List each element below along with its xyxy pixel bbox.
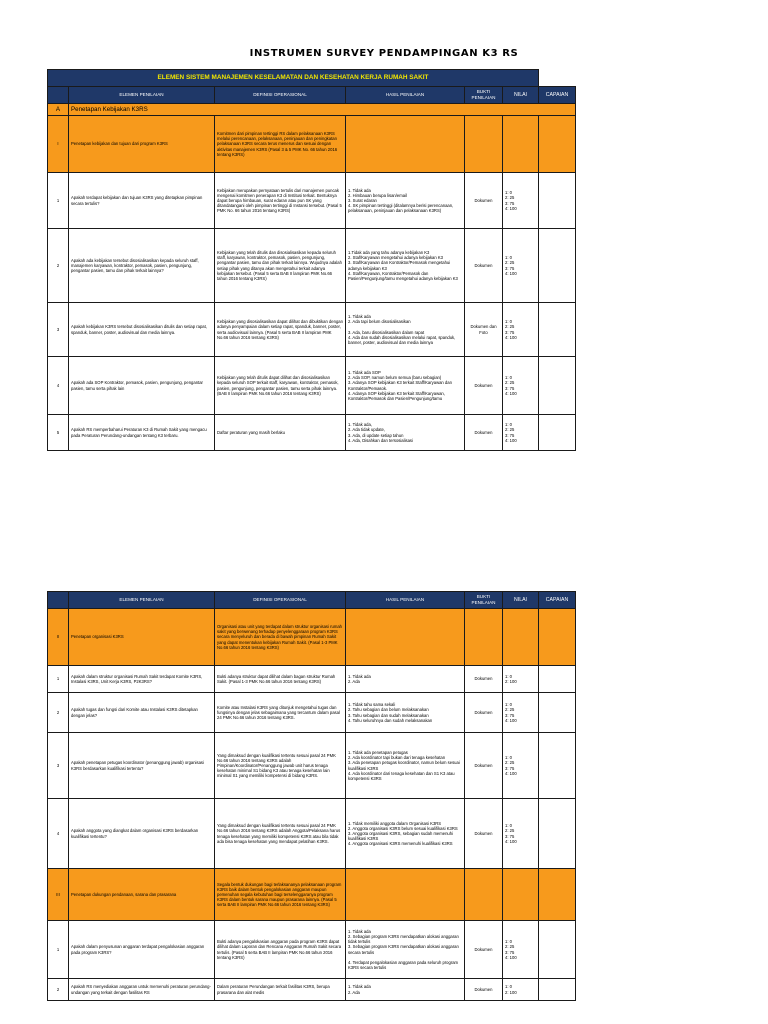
capaian-cell (539, 869, 576, 921)
definisi-cell: Segala bentuk dukungan bagi terlaksananya pelaksanaan program K3RS baik dalam bentuk pengalokasian anggaran maupun pemenuhan segala kebutuhan bagi terselenggaranya program K3RS dalam bentuk sarana maupun prasarana lainnya. (Pasal 5 serta BAB II lampiran PMK No.66 tahun 2016 tentang K3RS) (215, 869, 346, 921)
hasil-cell: 1. Tidak ada, 2. Ada tidak update, 3. Ada, di update setiap tahun 4. Ada, Disahkan dan tersosialisasi (346, 415, 465, 451)
bukti-cell: Dokumen (465, 415, 503, 451)
bukti-cell (465, 609, 503, 666)
bukti-cell: Dokumen (465, 921, 503, 979)
definisi-cell: Organisasi atau unit yang terdapat dalam struktur organisasi rumah sakit yang berwenang terhadap penyelenggaraan program K3RS secara menyeluruh dan berada di bawah pimpinan Rumah Sakit yang dapat menentukan kebijakan Rumah Sakit. (Pasal 1-3 PMK No.66 tahun 2016 tentang K3RS) (215, 609, 346, 666)
row-number: 1 (48, 921, 69, 979)
elemen-cell: Apakah tugas dan fungsi dari Komite atau Instalasi K3RS ditetapkan dengan jelas? (69, 693, 215, 733)
row-number: III (48, 869, 69, 921)
elemen-cell: Apakah ada SOP Kontraktor, pemasok, pasien, pengunjung, pengantar pasien, tamu serta pihak lain (69, 357, 215, 415)
nilai-cell (503, 869, 539, 921)
header-hasil: HASIL PENILAIAN (346, 87, 465, 104)
table-row (48, 693, 576, 733)
banner-blank (539, 70, 576, 87)
table-row (48, 415, 576, 451)
definisi-cell: Dalam peraturan Perundangan terkait fasilitas K3RS, berupa prasarana dan alat medis (215, 979, 346, 1001)
hasil-cell: 1. Tidak ada SOP 2. Ada SOP, namun belum semua (baru sebagian) 3. Adanya SOP kebijakan K3 terkait Staff/Karyawan dan Kontraktor/Pemasok. 4. Adanya SOP kebijakan K3 terkait Staff/Karyawan, Kontraktor/Pemasok dan Pasien/Pengunjung/tamu (346, 357, 465, 415)
header-bukti: BUKTI PENILAIAN (465, 592, 503, 609)
row-number: 2 (48, 979, 69, 1001)
header-nilai: NILAI (503, 87, 539, 104)
elemen-cell: Apakah terdapat kebijakan dan tujuan K3RS yang ditetapkan pimpinan secara tertulis? (69, 173, 215, 229)
bukti-cell (465, 869, 503, 921)
capaian-cell (539, 666, 576, 693)
capaian-cell (539, 693, 576, 733)
section-row (48, 116, 576, 173)
table-row (48, 733, 576, 799)
hasil-cell: 1. Tidak ada 2. Ada (346, 666, 465, 693)
nilai-cell (503, 609, 539, 666)
nilai-cell: 1: 0 2: 25 3: 75 4: 100 (503, 173, 539, 229)
header-capaian: CAPAIAN (539, 87, 576, 104)
assessment-table-1 (47, 69, 576, 451)
table-row (48, 921, 576, 979)
row-number: 3 (48, 303, 69, 357)
capaian-cell (539, 921, 576, 979)
elemen-cell: Penetapan organisasi K3RS (69, 609, 215, 666)
elemen-cell: Apakah ada kebijakan tersebut disosialisasikan kepada seluruh staff, manajemen karyawan, kontraktor, pemasok, pasien, pengunjung, pengantar pasien, tamu dan pihak terkait lainnya? (69, 229, 215, 303)
header-bukti: BUKTI PENILAIAN (465, 87, 503, 104)
nilai-cell: 1: 0 2: 25 3: 75 4: 100 (503, 415, 539, 451)
table-row (48, 666, 576, 693)
elemen-cell: Apakah anggota yang diangkat dalam organisasi K3RS berdasarkan kualifikasi tertentu? (69, 799, 215, 869)
section-a-number: A (48, 104, 69, 116)
definisi-cell: Kebijakan merupakan pernyataan tertulis dari manajemen puncak mengenai komitmen penerapan K3 di Institusi terkait. Bentuknya dapat berupa himbauan, surat edaran atau pun SK yang ditandatangani oleh pimpinan tertinggi di Instansi tersebut. (Pasal 5 PMK No. 66 tahun 2016 tentang K3RS) (215, 173, 346, 229)
elemen-cell: Penetapan kebijakan dan tujuan dari program K3RS (69, 116, 215, 173)
nilai-cell: 1: 0 2: 25 3: 75 4: 100 (503, 921, 539, 979)
banner-title: ELEMEN SISTEM MANAJEMEN KESELAMATAN DAN KESEHATAN KERJA RUMAH SAKIT (48, 70, 539, 87)
definisi-cell: Kebijakan yang telah ditulis dapat dilihat dan disosialisasikan kepada seluruh SOP terkait staff, karyawan, kontraktor, pemasok, pasien, pengunjung, pengantar pasien, tamu serta pihak lainnya. (BAB II lampiran PMK No.66 tahun 2016 tentang K3RS) (215, 357, 346, 415)
bukti-cell: Dokumen (465, 666, 503, 693)
hasil-cell: 1. Tidak ada 2. Ada (346, 979, 465, 1001)
elemen-cell: Apakah dalam penyusunan anggaran terdapat pengalokasian anggaran pada program K3RS? (69, 921, 215, 979)
definisi-cell: Yang dimaksud dengan kualifikasi tertentu sesuai pasal 24 PMK No.66 tahun 2016 tentang K3RS adalah Anggota/Pelaksana harus tenaga kesehatan yang memiliki kompetensi K3RS atau bila tidak ada bisa tenaga kesehatan yang mendapat pelatihan K3RS. (215, 799, 346, 869)
nilai-cell: 1: 0 2: 25 3: 75 4: 100 (503, 799, 539, 869)
bukti-cell: Dokumen (465, 357, 503, 415)
elemen-cell: Penetapan dukungan pendanaan, sarana dan prasarana (69, 869, 215, 921)
hasil-cell (346, 869, 465, 921)
header-capaian: CAPAIAN (539, 592, 576, 609)
row-number: 4 (48, 799, 69, 869)
table-row (48, 229, 576, 303)
header-nilai: NILAI (503, 592, 539, 609)
nilai-cell: 1: 0 2: 25 3: 75 4: 100 (503, 733, 539, 799)
row-number: 5 (48, 415, 69, 451)
bukti-cell: Dokumen dan Foto (465, 303, 503, 357)
header-definisi: DEFINISI OPERASIONAL (215, 592, 346, 609)
hasil-cell (346, 116, 465, 173)
hasil-cell: 1. Tidak ada 2. Sebagian program K3RS mendapatkan alokasi anggaran tidak tertulis 3. Sebagian program K3RS mendapatkan alokasi anggaran secara tertulis 4. Terdapat pengalokasian anggaran pada seluruh program K3RS secara tertulis (346, 921, 465, 979)
header-hasil: HASIL PENILAIAN (346, 592, 465, 609)
bukti-cell: Dokumen (465, 979, 503, 1001)
elemen-cell: Apakah penetapan petugas koordinator (penanggung jawab) organisasi K3RS berdasarkan kualifikasi tertentu? (69, 733, 215, 799)
header-elemen: ELEMEN PENILAIAN (69, 87, 215, 104)
nilai-cell: 1: 0 2: 100 (503, 666, 539, 693)
section-a-label: Penetapan Kebijakan K3RS (69, 104, 576, 116)
hasil-cell: 1. Tidak ada 2. Ada tapi belum disosialisasikan 3. Ada, baru disosialisasikan dalam rapat 4. Ada dan sudah disosialisasikan melalui rapat, spanduk, banner, poster, audiovisual dan media lainnya (346, 303, 465, 357)
header-no (48, 87, 69, 104)
elemen-cell: Apakah RS menyediakan anggaran untuk memenuhi peraturan perundang-undangan yang terkait dengan fasilitas RS (69, 979, 215, 1001)
capaian-cell (539, 357, 576, 415)
document-title: INSTRUMEN SURVEY PENDAMPINGAN K3 RS (249, 48, 519, 59)
bukti-cell: Dokumen (465, 693, 503, 733)
header-elemen: ELEMEN PENILAIAN (69, 592, 215, 609)
nilai-cell: 1: 0 2: 25 3: 75 4: 100 (503, 303, 539, 357)
capaian-cell (539, 609, 576, 666)
hasil-cell: 1. Tidak ada penetapan petugas 2. Ada koordinator tapi bukan dari tenaga kesehatan 3. Ada penetapan petugas koordinator, namun belum sesuai kualifikasi K3RS 4. Ada koordinator dari tenaga kesehatan dan S1 K3 atau kompetensi K3RS (346, 733, 465, 799)
assessment-table-2 (47, 591, 576, 1001)
row-number: 1 (48, 666, 69, 693)
definisi-cell: Bukti adanya pengalokasian anggaran pada program K3RS dapat dilihat dalam Laporan dan Rencana Anggaran Rumah Sakit secara tertulis. (Pasal 5 serta BAB II lampiran PMK No.66 tahun 2016 tentang K3RS) (215, 921, 346, 979)
table-row (48, 799, 576, 869)
bukti-cell: Dokumen (465, 229, 503, 303)
header-no (48, 592, 69, 609)
row-number: 2 (48, 229, 69, 303)
definisi-cell: Kebijakan yang telah ditulis dan disosialisasikan kepada seluruh staff, karyawan, kontraktor, pemasok, pasien, pengunjung, pengantar pasien, tamu dan pihak terkait lainnya. Wujudnya adalah setiap pihak yang ditanya akan mengetahui terkait adanya kebijakan tersebut. (Pasal 5 serta BAB II lampiran PMK No.66 tahun 2016 tentang K3RS) (215, 229, 346, 303)
capaian-cell (539, 799, 576, 869)
nilai-cell (503, 116, 539, 173)
elemen-cell: Apakah RS memperbaharui Peraturan K3 di Rumah Sakit yang mengacu pada Peraturan Perundang-undangan tentang K3 terbaru. (69, 415, 215, 451)
row-number: II (48, 609, 69, 666)
definisi-cell: Kebijakan yang disosialisasikan dapat dilihat dan dibuktikan dengan adanya penyampaian dalam setiap rapat, spanduk, banner, poster, serta audiovisual lainnya. (Pasal 5 serta BAB II lampiran PMK No.66 tahun 2016 tentang K3RS) (215, 303, 346, 357)
hasil-cell: 1. Tidak memiliki anggota dalam Organisasi K3RS 2. Anggota organisasi K3RS belum sesuai kualifikasi K3RS 3. Anggota organisasi K3RS, sebagian sudah memenuhi kualifikasi K3RS 4. Anggota organisasi K3RS memenuhi kualifikasi K3RS (346, 799, 465, 869)
nilai-cell: 1: 0 2: 100 (503, 979, 539, 1001)
bukti-cell (465, 116, 503, 173)
header-row (48, 592, 576, 609)
capaian-cell (539, 733, 576, 799)
definisi-cell: Komitmen dari pimpinan tertinggi RS dalam pelaksanaan K3RS melalui perencanaan, pelaksanaan, peninjauan dan peningkatan pelaksanaan K3RS secara terus menerus dan sesuai dengan aktivitas manajemen K3RS (Pasal 3 & 5 PMK No. 66 tahun 2016 tentang K3RS) (215, 116, 346, 173)
hasil-cell: 1. Tidak ada 2. Himbauan berupa lisan/email 3. Surat edaran 4. SK pimpinan tertinggi (ditalamnya berisi perencanaan, pelaksanaan, peninjauan dan pelaksanaan K3RS) (346, 173, 465, 229)
row-number: 1 (48, 173, 69, 229)
header-row (48, 87, 576, 104)
hasil-cell (346, 609, 465, 666)
bukti-cell: Dokumen (465, 733, 503, 799)
table-row (48, 303, 576, 357)
nilai-cell: 1: 0 2: 25 3: 75 4: 100 (503, 229, 539, 303)
definisi-cell: Komite atau Instalasi K3RS yang ditunjuk mengetahui tugas dan fungsinya dengan jelas sebagaimana yang tercantum dalam pasal 24 PMK No.66 tahun 2016 tentang K3RS. (215, 693, 346, 733)
bukti-cell: Dokumen (465, 173, 503, 229)
table-row (48, 357, 576, 415)
definisi-cell: Yang dimaksud dengan kualifikasi tertentu sesuai pasal 24 PMK No.66 tahun 2016 tentang K3RS adalah Pimpinan/Koordinator/Penanggung jawab unit harus tenaga kesehatan minimal S1 bidang K3 atau tenaga kesehatan lain minimal S1 yang memiliki kompetensi di bidang K3RS. (215, 733, 346, 799)
capaian-cell (539, 303, 576, 357)
row-number: 4 (48, 357, 69, 415)
elemen-cell: Apakah dalam struktur organisasi Rumah Sakit terdapat Komite K3RS, Instalasi K3RS, Unit Kerja K3RS, P2K3RS? (69, 666, 215, 693)
nilai-cell: 1: 0 2: 25 3: 75 4: 100 (503, 693, 539, 733)
capaian-cell (539, 229, 576, 303)
capaian-cell (539, 979, 576, 1001)
capaian-cell (539, 173, 576, 229)
capaian-cell (539, 116, 576, 173)
bukti-cell: Dokumen (465, 799, 503, 869)
section-row (48, 869, 576, 921)
elemen-cell: Apakah kebijakan K3RS tersebut disosialisasikan ditulis dan setiap rapat, spanduk, banner, poster, audiovisual dan media lainnya. (69, 303, 215, 357)
section-a-row (48, 104, 576, 116)
table-row (48, 173, 576, 229)
row-number: 2 (48, 693, 69, 733)
hasil-cell: 1. Tidak tahu sama sekali 2. Tahu sebagian dan belum melaksanakan 3. Tahu sebagian dan sudah melaksanakan 4. Tahu seluruhnya dan sudah melaksanakan (346, 693, 465, 733)
capaian-cell (539, 415, 576, 451)
row-number: I (48, 116, 69, 173)
definisi-cell: Daftar peraturan yang masih berlaku (215, 415, 346, 451)
section-row (48, 609, 576, 666)
row-number: 3 (48, 733, 69, 799)
definisi-cell: Bukti adanya struktur dapat dilihat dalam bagan struktur Rumah Sakit. (Pasal 1-3 PMK No.66 tahun 2016 tentang K3RS) (215, 666, 346, 693)
table-row (48, 979, 576, 1001)
nilai-cell: 1: 0 2: 25 3: 75 4: 100 (503, 357, 539, 415)
hasil-cell: 1.Tidak ada yang tahu adanya kebijakan K3 2. Staf/Karyawan mengetahui adanya kebijakan K3 3. Staf/Karyawan dan Kontraktor/Pemasok mengetahui adanya kebijakan K3 4. Staf/Karyawan, Kontraktor/Pemasok dan Pasien/Pengunjung/tamu mengetahui adanya kebijakan K3 (346, 229, 465, 303)
banner-row (48, 70, 576, 87)
header-definisi: DEFINISI OPERASIONAL (215, 87, 346, 104)
